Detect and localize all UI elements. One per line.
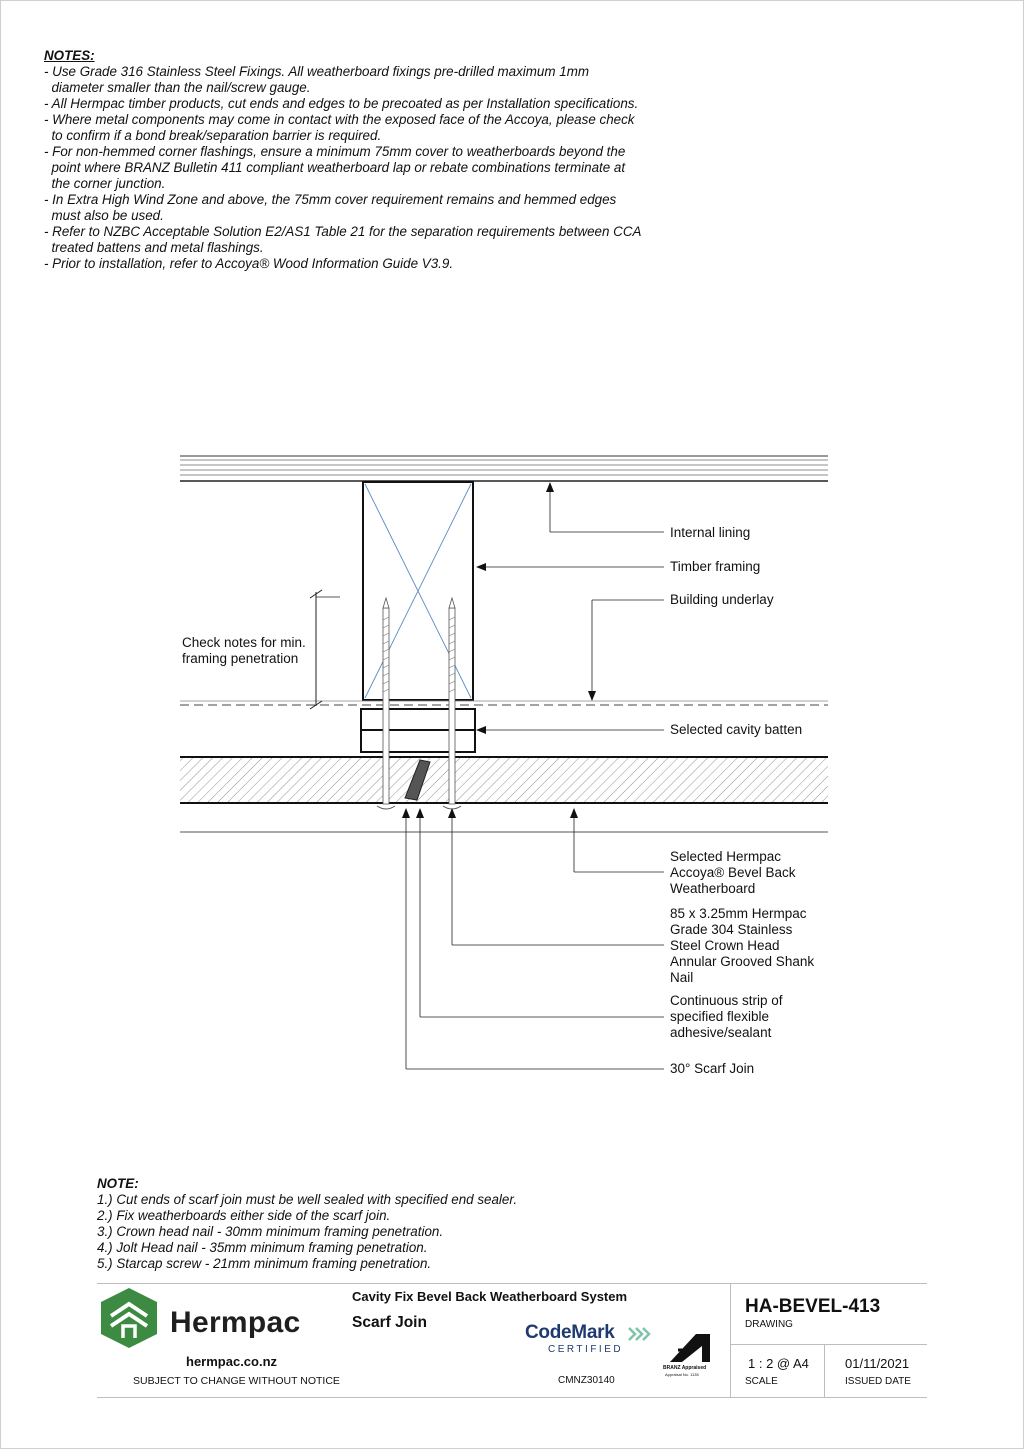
note-line: - For non-hemmed corner flashings, ensure a minimum 75mm cover to weatherboards beyond the bbox=[44, 144, 626, 159]
label-nail: 85 x 3.25mm Hermpac Grade 304 Stainless Steel Crown Head Annular Grooved Shank Nail bbox=[670, 906, 815, 985]
cavity-batten bbox=[361, 709, 475, 752]
subject-notice: SUBJECT TO CHANGE WITHOUT NOTICE bbox=[133, 1375, 340, 1387]
label-building-underlay: Building underlay bbox=[670, 592, 774, 607]
internal-lining bbox=[180, 456, 828, 481]
label-scarf-join: 30° Scarf Join bbox=[670, 1061, 755, 1076]
note-line: - All Hermpac timber products, cut ends and edges to be precoated as per Installation specifications. bbox=[44, 96, 639, 111]
timber-framing-stud bbox=[363, 482, 473, 700]
note-line: 2.) Fix weatherboards either side of the scarf join. bbox=[97, 1208, 391, 1223]
notes-title: NOTE: bbox=[97, 1176, 139, 1191]
title-block-bottom-rule bbox=[97, 1397, 927, 1398]
note-line: - Refer to NZBC Acceptable Solution E2/AS1 Table 21 for the separation requirements between CCA bbox=[44, 224, 642, 239]
note-line: 5.) Starcap screw - 21mm minimum framing penetration. bbox=[97, 1256, 432, 1271]
branz-logo-icon bbox=[668, 1330, 712, 1364]
label-cavity-batten: Selected cavity batten bbox=[670, 722, 803, 737]
label-check-notes: Check notes for min. framing penetration bbox=[182, 635, 306, 666]
notes-title: NOTES: bbox=[44, 48, 95, 63]
label-adhesive: Continuous strip of specified flexible adhesive/sealant bbox=[670, 993, 783, 1040]
penetration-dimension bbox=[310, 590, 340, 709]
drawing-title: Scarf Join bbox=[352, 1314, 427, 1331]
note-line: - Where metal components may come in contact with the exposed face of the Accoya, please check bbox=[44, 112, 635, 127]
note-line: - Use Grade 316 Stainless Steel Fixings. All weatherboard fixings pre-drilled maximum 1mm bbox=[44, 64, 590, 79]
title-block-divider bbox=[730, 1344, 927, 1345]
note-line: diameter smaller than the nail/screw gauge. bbox=[44, 80, 311, 95]
title-block-divider bbox=[730, 1283, 731, 1397]
note-line: 3.) Crown head nail - 30mm minimum framing penetration. bbox=[97, 1224, 444, 1239]
issued-date: 01/11/2021 bbox=[845, 1356, 910, 1371]
label-timber-framing: Timber framing bbox=[670, 559, 761, 574]
note-line: to confirm if a bond break/separation barrier is required. bbox=[44, 128, 382, 143]
weatherboard bbox=[180, 757, 828, 832]
note-line: point where BRANZ Bulletin 411 compliant weatherboard lap or rebate combinations terminate at bbox=[44, 160, 626, 175]
building-underlay bbox=[180, 701, 828, 705]
note-line: - Prior to installation, refer to Accoya® Wood Information Guide V3.9. bbox=[44, 256, 454, 271]
brand-name: Hermpac bbox=[170, 1306, 301, 1339]
scale-caption: SCALE bbox=[745, 1376, 778, 1387]
hermpac-logo-icon bbox=[97, 1286, 161, 1350]
cert-number: CMNZ30140 bbox=[558, 1375, 615, 1386]
issued-caption: ISSUED DATE bbox=[845, 1376, 911, 1387]
note-line: must also be used. bbox=[44, 208, 164, 223]
title-block-top-rule bbox=[97, 1283, 927, 1284]
codemark-certified: CERTIFIED bbox=[548, 1344, 624, 1355]
label-weatherboard: Selected Hermpac Accoya® Bevel Back Weatherboard bbox=[670, 849, 796, 896]
note-line: 1.) Cut ends of scarf join must be well sealed with specified end sealer. bbox=[97, 1192, 518, 1207]
title-block-divider bbox=[824, 1344, 825, 1397]
note-line: - In Extra High Wind Zone and above, the 75mm cover requirement remains and hemmed edges bbox=[44, 192, 617, 207]
label-internal-lining: Internal lining bbox=[670, 525, 751, 540]
note-line: treated battens and metal flashings. bbox=[44, 240, 264, 255]
drawing-caption: DRAWING bbox=[745, 1319, 793, 1330]
note-line: 4.) Jolt Head nail - 35mm minimum framing penetration. bbox=[97, 1240, 428, 1255]
codemark-logo: CodeMark bbox=[525, 1322, 615, 1343]
branz-label: BRANZ Appraised bbox=[663, 1365, 707, 1371]
scale-value: 1 : 2 @ A4 bbox=[748, 1356, 809, 1371]
system-title: Cavity Fix Bevel Back Weatherboard System bbox=[352, 1289, 628, 1304]
branz-appraisal: Appraisal No. 1135 bbox=[665, 1372, 699, 1377]
drawing-number: HA-BEVEL-413 bbox=[745, 1296, 881, 1317]
drawing-notes bbox=[97, 1176, 737, 1272]
note-line: the corner junction. bbox=[44, 176, 166, 191]
website-link[interactable]: hermpac.co.nz bbox=[186, 1354, 278, 1369]
codemark-chevrons-icon bbox=[627, 1326, 653, 1342]
